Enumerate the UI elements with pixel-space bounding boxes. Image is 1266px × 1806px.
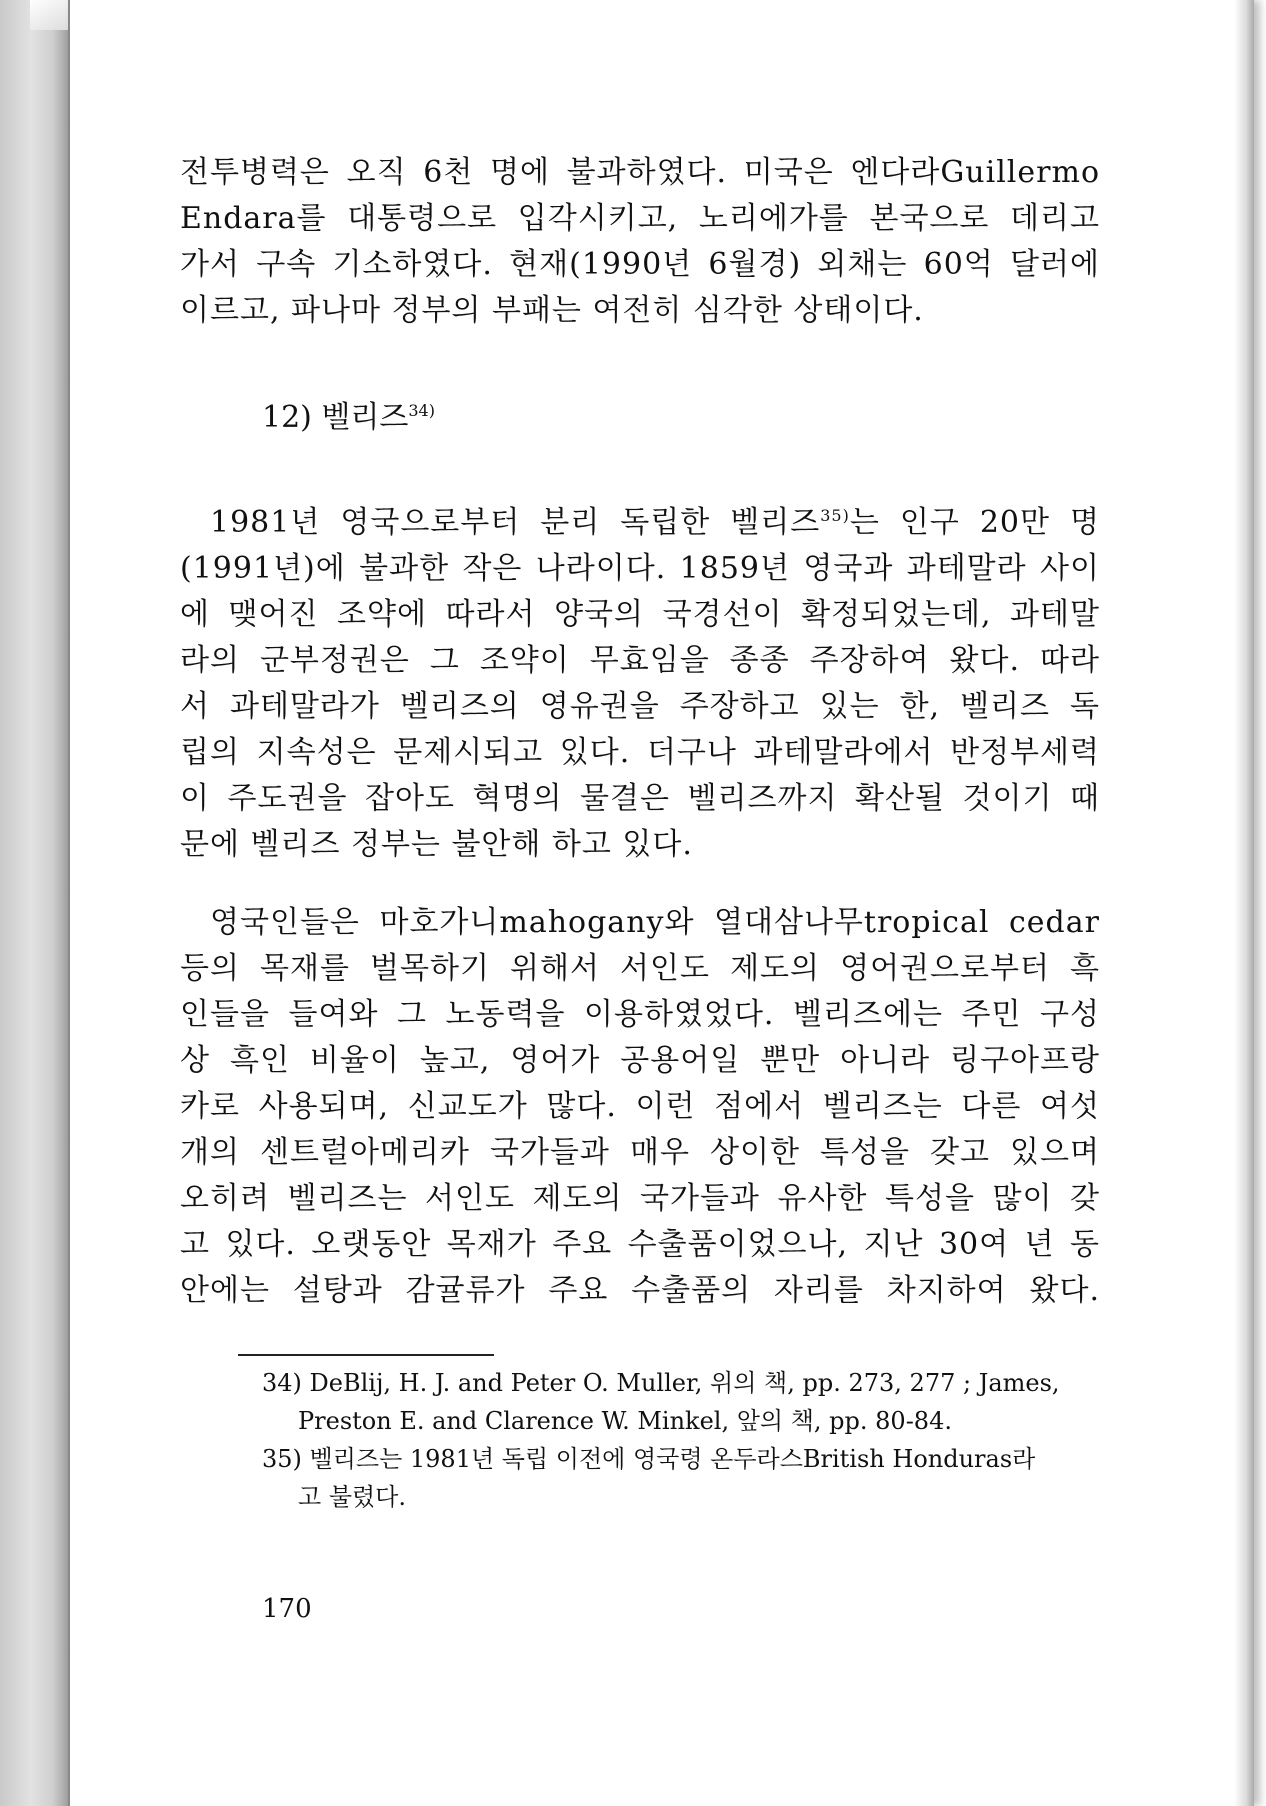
text-line: 문에 벨리즈 정부는 불안해 하고 있다. <box>180 827 693 862</box>
text-line: 등의 목재를 벌목하기 위해서 서인도 제도의 영어권으로부터 흑 <box>180 951 1100 986</box>
footnote-divider <box>238 1354 494 1356</box>
text-line: 상 흑인 비율이 높고, 영어가 공용어일 뿐만 아니라 링구아프랑 <box>180 1043 1100 1078</box>
text-line: 인들을 들여와 그 노동력을 이용하였었다. 벨리즈에는 주민 구성 <box>180 997 1100 1032</box>
footnote-ref: 34) <box>408 401 435 420</box>
text-line: 가서 구속 기소하였다. 현재(1990년 6월경) 외채는 60억 달러에 <box>180 247 1100 282</box>
text-line: 립의 지속성은 문제시되고 있다. 더구나 과테말라에서 반정부세력 <box>180 735 1100 770</box>
text-line: 라의 군부정권은 그 조약이 무효임을 종종 주장하여 왔다. 따라 <box>180 643 1100 678</box>
text-line: 안에는 설탕과 감귤류가 주요 수출품의 자리를 차지하여 왔다. <box>180 1273 1100 1308</box>
text-segment: 1981년 영국으로부터 분리 독립한 벨리즈 <box>210 505 821 540</box>
book-edge <box>0 0 70 1806</box>
text-line: 오히려 벨리즈는 서인도 제도의 국가들과 유사한 특성을 많이 갖 <box>180 1181 1100 1216</box>
text-line: 전투병력은 오직 6천 명에 불과하였다. 미국은 엔다라Guillermo <box>180 155 1100 190</box>
footnote-ref: 35) <box>820 506 850 525</box>
text-line: 에 맺어진 조약에 따라서 양국의 국경선이 확정되었는데, 과테말 <box>180 597 1100 632</box>
text-line <box>180 500 1100 546</box>
text-line: 고 있다. 오랫동안 목재가 주요 수출품이었으나, 지난 30여 년 동 <box>180 1227 1100 1262</box>
footnote-34: 34) DeBlij, H. J. and Peter O. Muller, 위의 책, pp. 273, 277 ; James, <box>262 1369 1060 1397</box>
page-number: 170 <box>262 1594 312 1624</box>
text-line: (1991년)에 불과한 작은 나라이다. 1859년 영국과 과테말라 사이 <box>180 551 1100 586</box>
text-line: 카로 사용되며, 신교도가 많다. 이런 점에서 벨리즈는 다른 여섯 <box>180 1089 1100 1124</box>
text-line: 서 과테말라가 벨리즈의 영유권을 주장하고 있는 한, 벨리즈 독 <box>180 689 1100 724</box>
text-line: 개의 센트럴아메리카 국가들과 매우 상이한 특성을 갖고 있으며 <box>180 1135 1100 1170</box>
text-segment: 는 인구 20만 명 <box>849 505 1100 540</box>
text-line: 이르고, 파나마 정부의 부패는 여전히 심각한 상태이다. <box>180 293 924 328</box>
footnote-35: 35) 벨리즈는 1981년 독립 이전에 영국령 온두라스British Honduras라 <box>262 1445 1036 1473</box>
paragraph-2 <box>180 500 1100 868</box>
section-heading <box>262 392 435 436</box>
footnotes <box>262 1364 1098 1516</box>
text-line: 이 주도권을 잡아도 혁명의 물결은 벨리즈까지 확산될 것이기 때 <box>180 781 1100 816</box>
footnote-34-continued: Preston E. and Clarence W. Minkel, 앞의 책, pp. 80-84. <box>298 1407 952 1435</box>
section-heading-text: 12) 벨리즈 <box>262 400 409 435</box>
paragraph-3 <box>180 900 1100 1314</box>
text-line: Endara를 대통령으로 입각시키고, 노리에가를 본국으로 데리고 <box>180 201 1100 236</box>
page-shadow <box>1234 0 1254 1806</box>
paragraph-1 <box>180 150 1100 334</box>
footnote-35-continued: 고 불렸다. <box>298 1483 406 1511</box>
text-line: 영국인들은 마호가니mahogany와 열대삼나무tropical cedar <box>210 905 1100 940</box>
